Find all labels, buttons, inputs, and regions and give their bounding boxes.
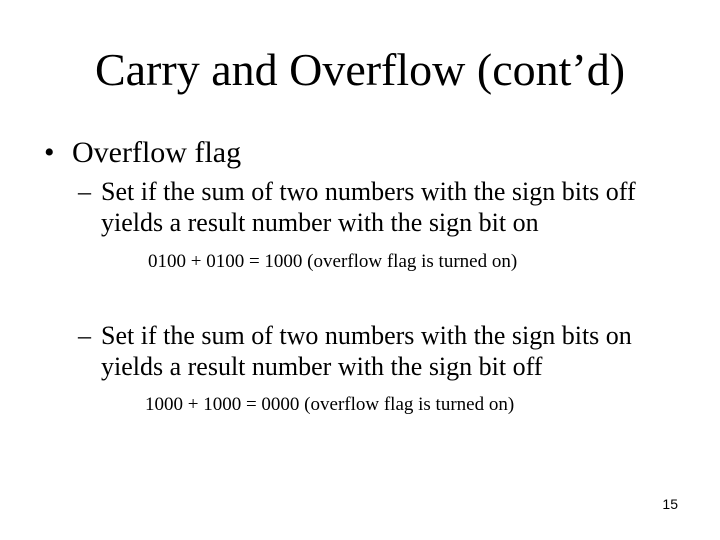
slide-title: Carry and Overflow (cont’d) [94, 44, 626, 95]
sub-bullet-marker: – [78, 177, 91, 206]
bullet-marker: • [44, 136, 55, 169]
sub-bullet-line1: Set if the sum of two numbers with the sign bits on [101, 321, 632, 350]
sub-bullet-marker: – [78, 321, 91, 350]
example-positive-overflow: 0100 + 0100 = 1000 (overflow flag is turned on) [148, 251, 518, 272]
sub-bullet-sign-bits-off [78, 176, 636, 238]
example-negative-overflow: 1000 + 1000 = 0000 (overflow flag is turned on) [145, 394, 515, 415]
sub-bullet-line2: yields a result number with the sign bit on [101, 208, 539, 237]
bullet-text: Overflow flag [72, 136, 242, 169]
sub-bullet-line1: Set if the sum of two numbers with the sign bits off [101, 177, 636, 206]
page-number: 15 [662, 496, 678, 512]
sub-bullet-sign-bits-on [78, 320, 632, 382]
sub-bullet-line2: yields a result number with the sign bit off [101, 352, 543, 381]
bullet-overflow-flag [44, 135, 241, 171]
